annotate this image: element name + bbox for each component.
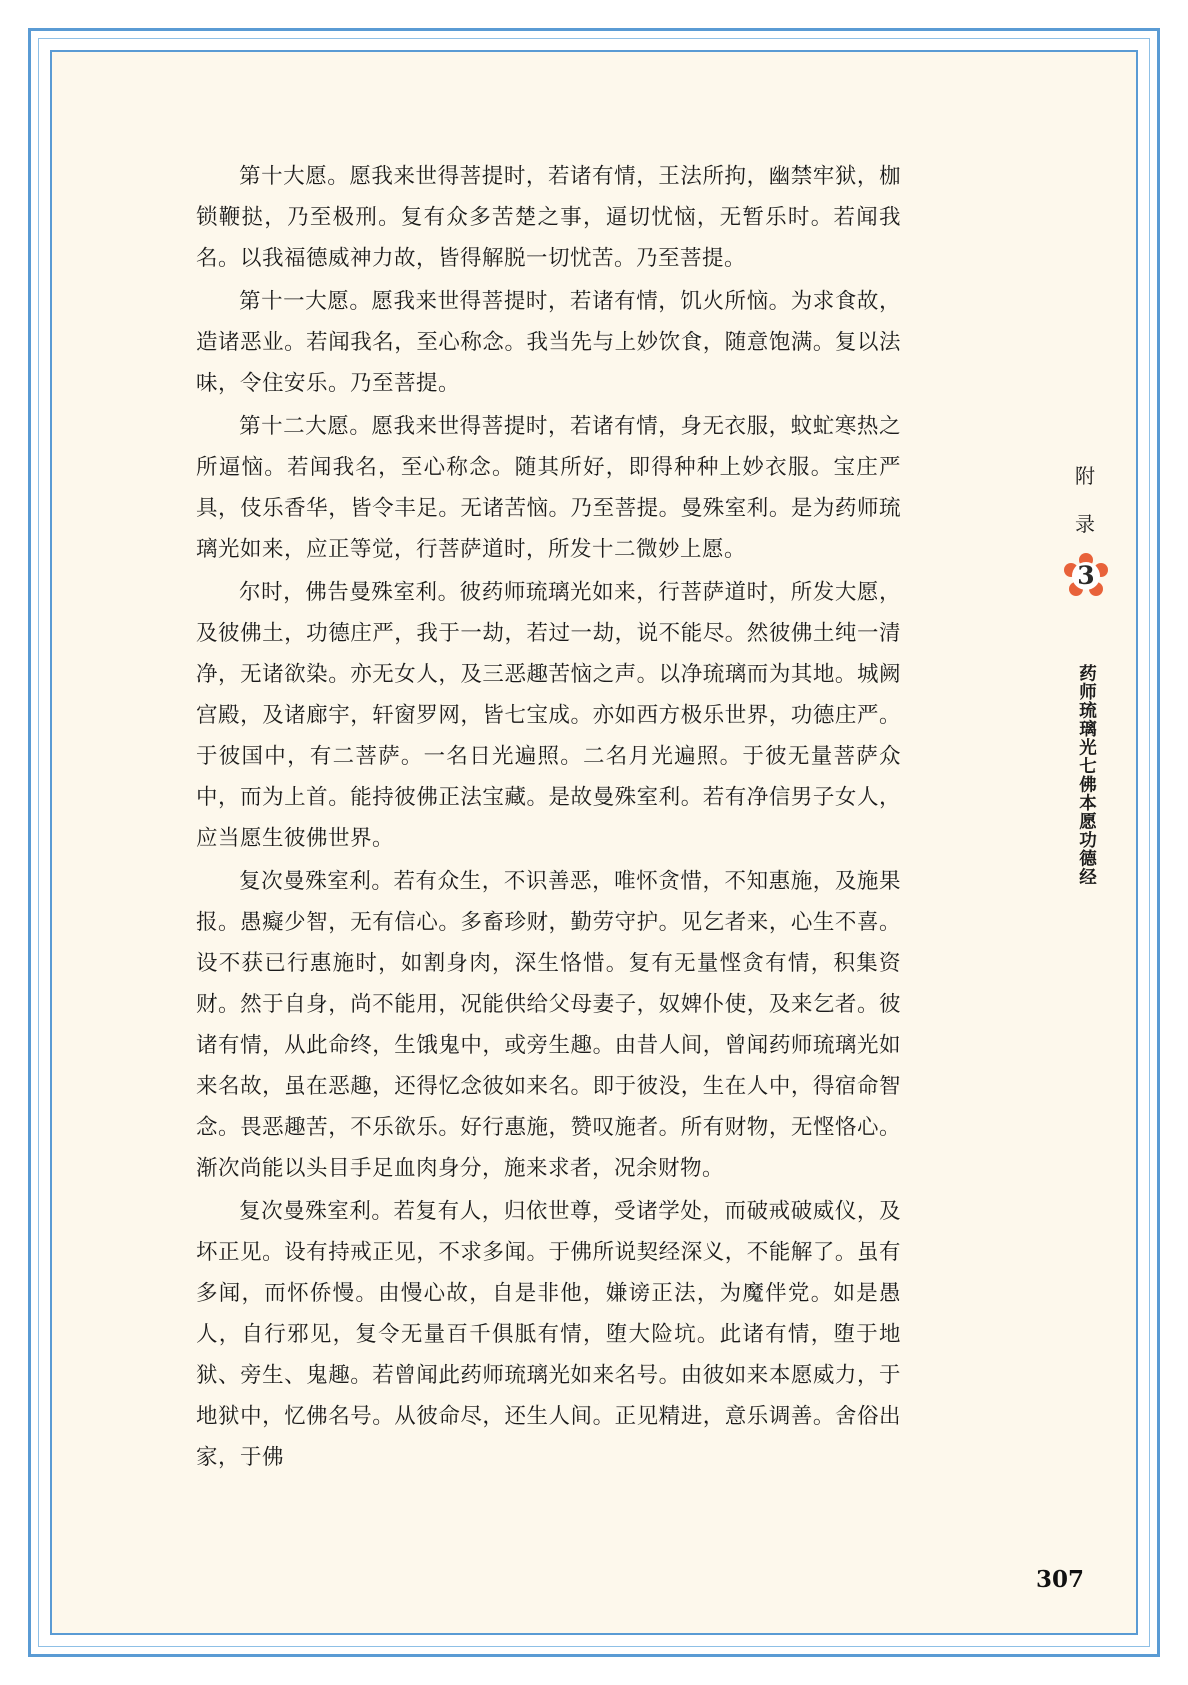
side-marginal-label bbox=[1058, 456, 1114, 940]
paragraph: 复次曼殊室利。若复有人，归依世尊，受诸学处，而破戒破威仪，及坏正见。设有持戒正见，不求多闻。于佛所说契经深义，不能解了。虽有多闻，而怀侨慢。由慢心故，自是非他，嫌谤正法，为魔伴党。如是愚人，自行邪见，复令无量百千俱胝有情，堕大险坑。此诸有情，堕于地狱、旁生、鬼趣。若曾闻此药师琉璃光如来名号。由彼如来本愿威力，于地狱中，忆佛名号。从彼命尽，还生人间。正见精进，意乐调善。舍俗出家，于佛 bbox=[196, 1199, 901, 1470]
paragraph: 尔时，佛告曼殊室利。彼药师琉璃光如来，行菩萨道时，所发大愿，及彼佛土，功德庄严，我于一劫，若过一劫，说不能尽。然彼佛土纯一清净，无诸欲染。亦无女人，及三恶趣苦恼之声。以净琉璃而为其地。城阙宫殿，及诸廊宇，轩窗罗网，皆七宝成。亦如西方极乐世界，功德庄严。于彼国中，有二菩萨。一名日光遍照。二名月光遍照。于彼无量菩萨众中，而为上首。能持彼佛正法宝藏。是故曼殊室利。若有净信男子女人，应当愿生彼佛世界。 bbox=[196, 580, 901, 851]
paragraph: 复次曼殊室利。若有众生，不识善恶，唯怀贪惜，不知惠施，及施果报。愚癡少智，无有信心。多畜珍财，勤劳守护。见乞者来，心生不喜。设不获已行惠施时，如割身肉，深生恪惜。复有无量悭贪有情，积集资财。然于自身，尚不能用，况能供给父母妻子，奴婢仆使，及来乞者。彼诸有情，从此命终，生饿鬼中，或旁生趣。由昔人间，曾闻药师琉璃光如来名故，虽在恶趣，还得忆念彼如来名。即于彼没，生在人中，得宿命智念。畏恶趣苦，不乐欲乐。好行惠施，赞叹施者。所有财物，无悭恪心。渐次尚能以头目手足血肉身分，施来求者，况余财物。 bbox=[196, 869, 901, 1181]
sutra-text-column bbox=[196, 156, 901, 1480]
flower-badge bbox=[1062, 552, 1110, 600]
paragraph: 第十二大愿。愿我来世得菩提时，若诸有情，身无衣服，蚊虻寒热之所逼恼。若闻我名，至心称念。随其所好，即得种种上妙衣服。宝庄严具，伎乐香华，皆令丰足。无诸苦恼。乃至菩提。曼殊室利。是为药师琉璃光如来，应正等觉，行菩萨道时，所发十二微妙上愿。 bbox=[196, 414, 901, 562]
paragraph: 第十大愿。愿我来世得菩提时，若诸有情，王法所拘，幽禁牢狱，枷锁鞭挞，乃至极刑。复有众多苦楚之事，逼切忧恼，无暂乐时。若闻我名。以我福德威神力故，皆得解脱一切忧苦。乃至菩提。 bbox=[196, 164, 901, 271]
page-content bbox=[56, 56, 1132, 1629]
page-number: 307 bbox=[1035, 1566, 1084, 1593]
appendix-char: 录 bbox=[1075, 512, 1097, 536]
sutra-vertical-title: 药师琉璃光七佛本愿功德经 bbox=[1076, 664, 1097, 886]
appendix-char: 附 bbox=[1075, 464, 1097, 488]
paragraph: 第十一大愿。愿我来世得菩提时，若诸有情，饥火所恼。为求食故，造诸恶业。若闻我名，至心称念。我当先与上妙饮食，随意饱满。复以法味，令住安乐。乃至菩提。 bbox=[196, 289, 901, 396]
appendix-marker bbox=[1058, 456, 1114, 544]
section-number: 3 bbox=[1077, 561, 1095, 590]
